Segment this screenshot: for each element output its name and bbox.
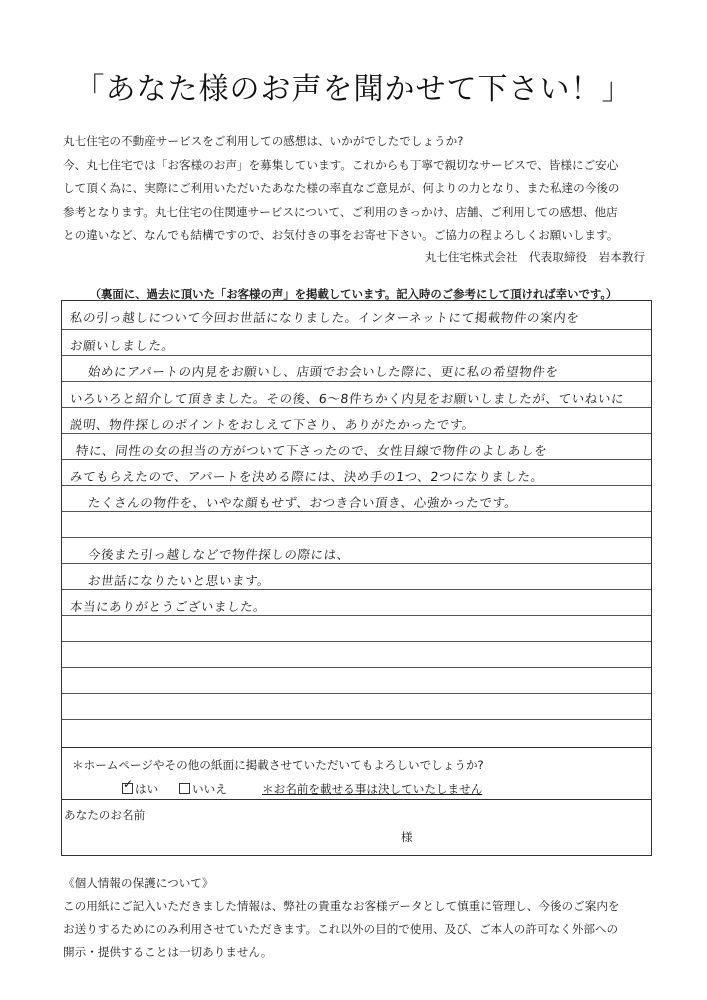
ruled-line bbox=[62, 459, 651, 460]
ruled-line bbox=[62, 381, 651, 382]
ruled-line bbox=[62, 589, 651, 590]
intro-text bbox=[63, 130, 663, 248]
reference-note: （裏面に、過去に頂いた「お客様の声」を掲載しています。記入時のご参考にして頂ければ幸いです。） bbox=[89, 287, 618, 301]
name-privacy-notice: ＊お名前を載せる事は決していたしません bbox=[262, 782, 483, 796]
section-divider bbox=[62, 799, 651, 800]
handwritten-line: みてもらえたので、アパートを決める際には、決め手の1つ、2つになりました。 bbox=[69, 469, 545, 484]
handwritten-line: 特に、同性の女の担当の方がついて下さったので、女性目線で物件のよしあしを bbox=[75, 443, 549, 458]
name-suffix: 様 bbox=[401, 830, 413, 844]
handwritten-line: 始めにアパートの内見をお願いし、店頭でお会いした際に、更に私の希望物件を bbox=[87, 364, 560, 379]
name-label: あなたのお名前 bbox=[64, 808, 146, 822]
intro-line: 今、丸七住宅では「お客様のお声」を募集しています。これからも丁寧で親切なサービスで、皆様にご安心 bbox=[63, 157, 619, 172]
ruled-line bbox=[62, 511, 651, 512]
ruled-line bbox=[62, 485, 651, 486]
check-mark-icon: ✓ bbox=[123, 777, 134, 791]
privacy-line: お送りするためにのみ利用させていただきます。これ以外の目的で使用、及び、ご本人の許可なく外部への bbox=[63, 922, 619, 936]
option-yes-label: はい bbox=[135, 782, 159, 796]
ruled-line bbox=[62, 667, 651, 668]
ruled-line bbox=[62, 329, 651, 330]
checkbox-yes[interactable] bbox=[122, 777, 134, 794]
privacy-line: 開示・提供することは一切ありません。 bbox=[63, 945, 273, 959]
handwritten-line: お世話になりたいと思います。 bbox=[87, 573, 272, 588]
publish-permission-question: ＊ホームページやその他の紙面に掲載させていただいてもよろしいでしょうか? bbox=[72, 758, 484, 772]
intro-line: 参考となります。丸七住宅の住関連サービスについて、ご利用のきっかけ、店舗、ご利用しての感想、他店 bbox=[63, 204, 618, 219]
ruled-line bbox=[62, 355, 651, 356]
handwritten-line: 説明、物件探しのポイントをおしえて下さり、ありがたかったです。 bbox=[69, 417, 476, 432]
handwritten-line: 本当にありがとうございました。 bbox=[69, 599, 268, 614]
option-no-label: いいえ bbox=[192, 782, 227, 796]
handwritten-line: 今後また引っ越しなどで物件探しの際には、 bbox=[87, 547, 351, 562]
ruled-line bbox=[62, 641, 651, 642]
page-title: 「あなた様のお声を聞かせて下さい！」 bbox=[74, 72, 633, 107]
intro-line: して頂く為に、実際にご利用いただいたあなた様の率直なご意見が、何よりの力となり、また私達の今後の bbox=[63, 181, 620, 195]
checkbox-no[interactable] bbox=[179, 783, 190, 794]
option-yes[interactable] bbox=[122, 777, 159, 797]
ruled-line bbox=[62, 433, 651, 434]
ruled-line bbox=[62, 563, 651, 564]
ruled-line bbox=[62, 537, 651, 538]
ruled-line bbox=[62, 615, 651, 616]
ruled-line bbox=[62, 719, 651, 720]
handwritten-line: たくさんの物件を、いやな顔もせず、おつき合い頂き、心強かったです。 bbox=[87, 495, 519, 510]
handwritten-line: お願いしました。 bbox=[69, 338, 176, 353]
handwritten-line: 私の引っ越しについて今回お世話になりました。インターネットにて掲載物件の案内を bbox=[69, 310, 581, 325]
signature: 丸七住宅株式会社 代表取締役 岩本教行 bbox=[424, 250, 645, 264]
privacy-line: この用紙にご記入いただきました情報は、弊社の貴重なお客様データとして慎重に管理し、今後のご案内を bbox=[63, 899, 620, 913]
handwritten-line: いろいろと紹介して頂きました。その後、6〜8件ちかく内見をお願いしましたが、ていねいに bbox=[69, 391, 625, 406]
ruled-line bbox=[62, 407, 651, 408]
privacy-section bbox=[63, 872, 663, 964]
privacy-heading: 《個人情報の保護について》 bbox=[63, 876, 214, 890]
option-no[interactable] bbox=[179, 781, 227, 797]
intro-line: との違いなど、なんでも結構ですので、お気付きの事をお寄せ下さい。ご協力の程よろしくお願いします。 bbox=[63, 228, 619, 242]
feedback-form bbox=[61, 300, 652, 856]
intro-line: 丸七住宅の不動産サービスをご利用しての感想は、いかがでしたでしょうか? bbox=[63, 134, 464, 148]
ruled-line bbox=[62, 693, 651, 694]
section-divider bbox=[62, 747, 651, 748]
